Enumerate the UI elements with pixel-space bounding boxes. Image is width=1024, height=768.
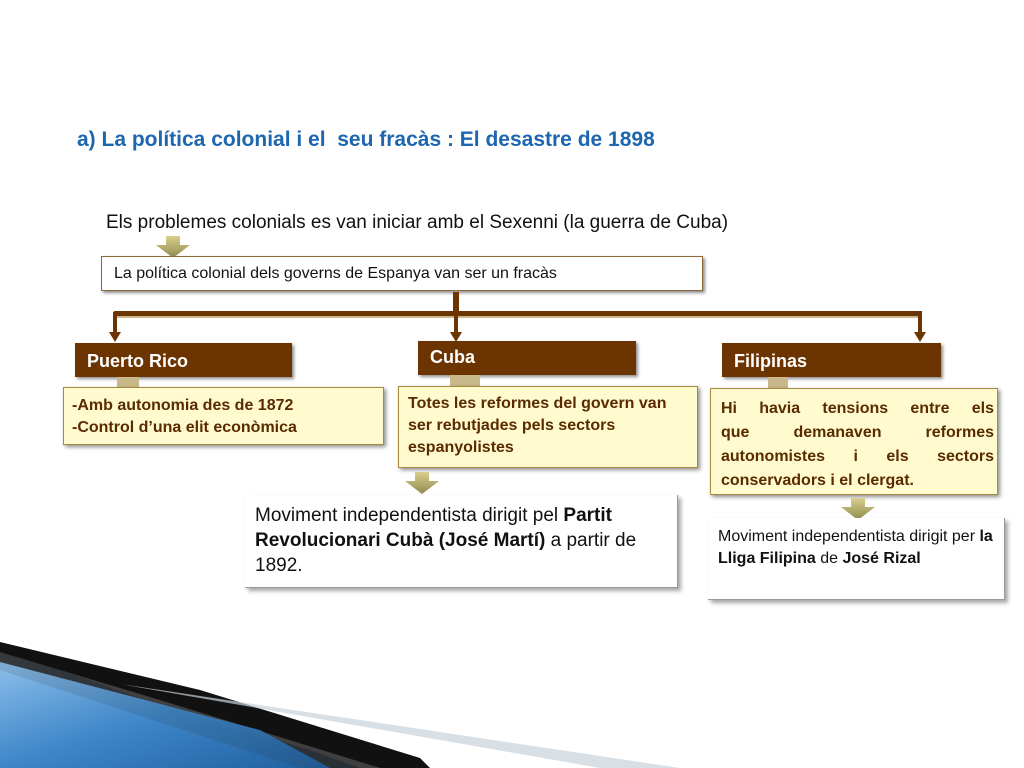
header-cuba: Cuba (418, 341, 636, 375)
filipinas-result-connector: de (815, 550, 843, 567)
intro-text: Els problemes colonials es van iniciar amb el Sexenni (la guerra de Cuba) (106, 212, 729, 233)
filipinas-box (710, 388, 998, 495)
tab-connector (768, 377, 788, 388)
down-arrow-icon (841, 498, 875, 520)
puerto-rico-line-2: -Control d’una elit econòmica (72, 419, 297, 436)
filipinas-line-2: que demanaven reformes (721, 424, 994, 441)
header-puerto-rico: Puerto Rico (75, 343, 292, 377)
filipinas-line-4: conservadors i el clergat. (721, 472, 914, 489)
header-filipinas: Filipinas (722, 343, 941, 377)
down-arrow-icon (405, 472, 439, 494)
filipinas-result-box (708, 518, 1005, 600)
puerto-rico-line-1: -Amb autonomia des de 1872 (72, 397, 294, 414)
cuba-result-date: a partir de 1892. (255, 530, 637, 576)
tab-connector (117, 377, 139, 387)
cuba-result-box (245, 495, 678, 588)
cuba-box: Totes les reformes del govern van ser rebutjades pels sectors espanyolistes (398, 386, 698, 468)
main-statement-box: La política colonial dels governs de Espanya van ser un fracàs (101, 256, 703, 291)
filipinas-result-text: Moviment independentista dirigit per (718, 528, 980, 545)
page-title: a) La política colonial i el seu fracàs : El desastre de 1898 (77, 128, 655, 151)
filipinas-line-3: autonomistes i els sectors (721, 448, 994, 465)
cuba-result-text: Moviment independentista dirigit pel (255, 505, 564, 526)
puerto-rico-box (63, 387, 384, 445)
tab-connector (450, 375, 480, 386)
decorative-swoosh (0, 640, 680, 768)
cuba-result-party: Partit Revolucionari Cubà (José Martí) (255, 505, 612, 551)
filipinas-line-1: Hi havia tensions entre els (721, 400, 994, 417)
filipinas-result-leader: José Rizal (842, 550, 921, 567)
down-arrow-icon (156, 236, 190, 258)
filipinas-result-league: la Lliga Filipina (718, 528, 993, 567)
